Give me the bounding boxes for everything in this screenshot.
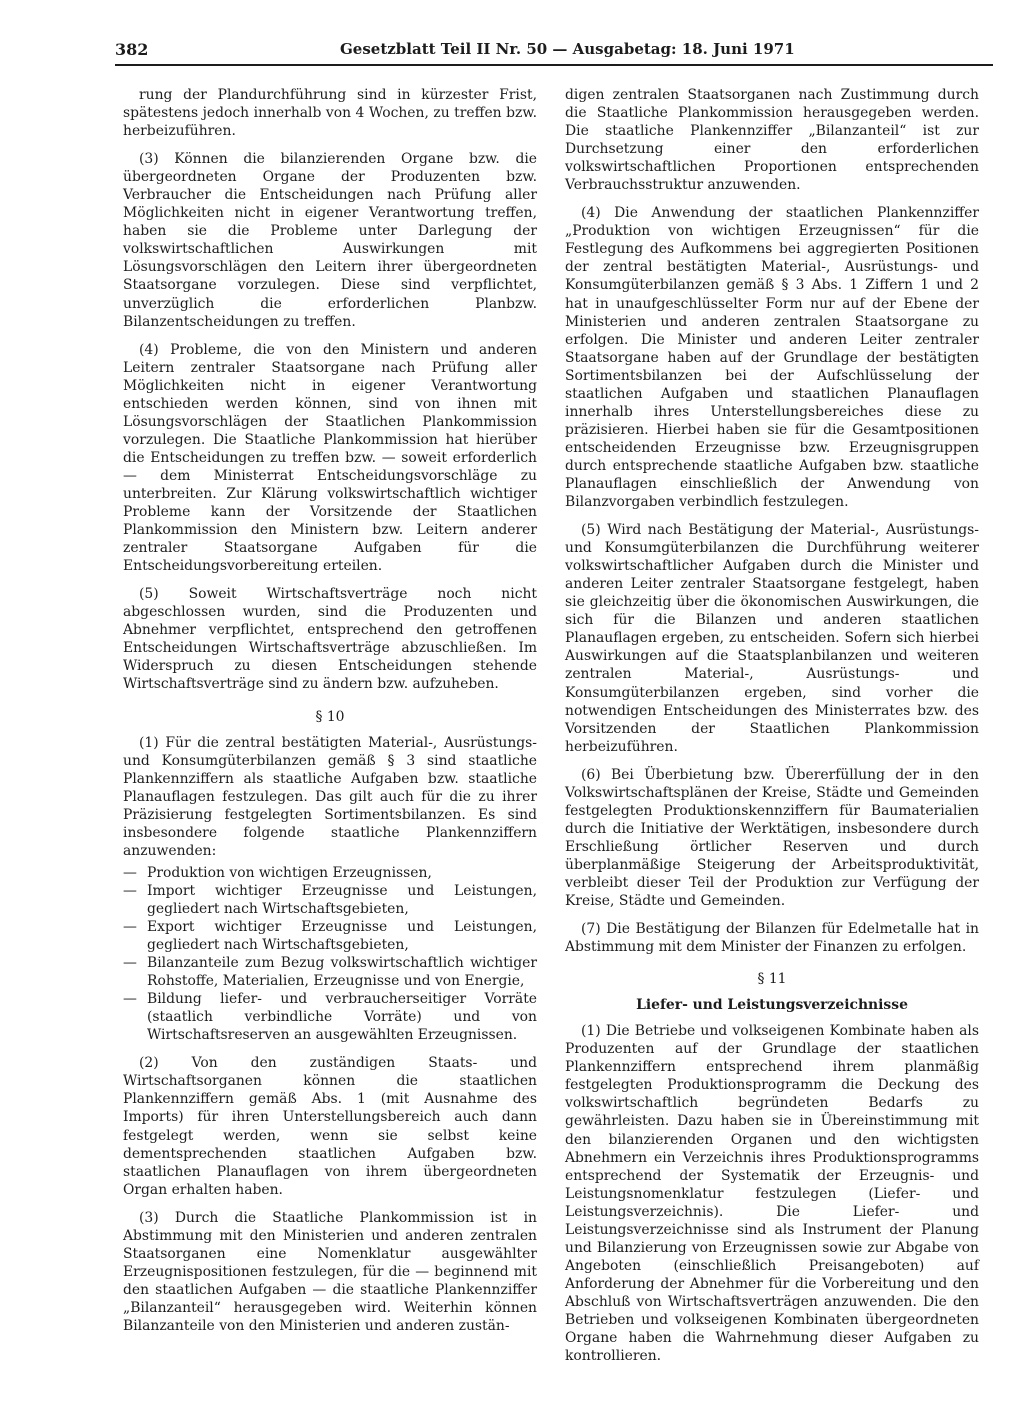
section-heading-11: § 11 xyxy=(757,971,787,988)
paragraph-4: (4) Probleme, die von den Ministern und anderen Leitern zentraler Staatsorgane nach Prüfung aller Möglichkeiten nicht in eigener Verantwortung entschieden werden können, sind von ihnen mit Lösungsvorschlägen der Staatlichen Plankommission vorzulegen. Die Staatliche Plankommission hat hierüber die Entscheidungen zu treffen bzw. — soweit erforderlich — dem Ministerrat Entscheidungsvorschläge zu unterbreiten. Zur Klärung volkswirtschaftlich wichtiger Probleme kann der Vorsitzende der Staatlichen Plankommission den Ministern bzw. Leitern anderer zentraler Staatsorgane Aufgaben für die Entscheidungsvorbereitung erteilen. xyxy=(123,341,537,575)
paragraph-5: (5) Wird nach Bestätigung der Material-, Ausrüstungs- und Konsumgüterbilanzen die Durchführung weiterer volkswirtschaftlicher Aufgaben durch die Minister und anderen Leiter zentraler Staatsorgane festgelegt, haben sie gleichzeitig über die ökonomischen Auswirkungen, die sich für die Bilanzen und anderen staatlichen Planauflagen ergeben, zu entscheiden. Sofern sich hierbei Auswirkungen auf die Staatsplanbilanzen und weiteren zentralen Material-, Ausrüstungs- und Konsumgüterbilanzen ergeben, sind vorher die notwendigen Entscheidungen des Ministerrates bzw. des Vorsitzenden der Staatlichen Plankommission herbeizuführen. xyxy=(565,522,979,755)
header-rule xyxy=(115,64,993,66)
continued-paragraph: digen zentralen Staatsorganen nach Zustimmung durch die Staatliche Plankommission herausgegeben werden. Die staatliche Plankennziffer „Bilanzanteil“ ist zur Durchsetzung einer den erforderlichen volkswirtschaftlichen Proportionen entsprechenden Verbrauchsstruktur anzuwenden. xyxy=(565,87,979,194)
left-column xyxy=(123,86,537,1345)
section-heading-10: § 10 xyxy=(315,708,345,725)
paragraph-5: (5) Soweit Wirtschaftsverträge noch nicht abgeschlossen wurden, sind die Produzenten und Abnehmer verpflichtet, entsprechend den getroffenen Entscheidungen Wirtschaftsverträge abzuschließen. Im Widerspruch zu diesen Entscheidungen stehende Wirtschaftsverträge sind zu ändern bzw. aufzuheben. xyxy=(123,586,537,693)
section-10-paragraph-2: (2) Von den zuständigen Staats- und Wirtschaftsorganen können die staatlichen Plankennziffern gemäß Abs. 1 (mit Ausnahme des Imports) für ihren Unterstellungsbereich auch dann festgelegt werden, wenn sie selbst keine dementsprechenden staatlichen Aufgaben bzw. staatlichen Planauflagen von ihrem übergeordneten Organ erhalten haben. xyxy=(123,1055,537,1198)
list-item: — Produktion von wichtigen Erzeugnissen, xyxy=(123,864,537,882)
list-item: — Import wichtiger Erzeugnisse und Leistungen, gegliedert nach Wirtschaftsgebieten, xyxy=(123,882,537,918)
section-10-paragraph-1: (1) Für die zentral bestätigten Material-, Ausrüstungs- und Konsumgüterbilanzen gemäß § 3 sind staatliche Plankennziffern als staatliche Aufgaben bzw. staatliche Planauflagen festzulegen. Das gilt auch für die zu ihrer Präzisierung festgelegten Sortimentsbilanzen. Es sind insbesondere folgende staatliche Plankennziffern anzuwenden: xyxy=(123,734,537,859)
section-11-title: Liefer- und Leistungsverzeichnisse xyxy=(636,997,908,1014)
paragraph-7: (7) Die Bestätigung der Bilanzen für Edelmetalle hat in Abstimmung mit dem Minister der Finanzen zu erfolgen. xyxy=(565,921,979,956)
paragraph-3: (3) Können die bilanzierenden Organe bzw. die übergeordneten Organe der Produzenten bzw. Verbraucher die Entscheidungen nach Prüfung aller Möglichkeiten nicht in eigener Verantwortung treffen, haben sie die Probleme unter Darlegung der volkswirtschaftlichen Auswirkungen mit Lösungsvorschlägen den Leitern ihrer übergeordneten Staatsorgane vorzulegen. Diese sind verpflichtet, unverzüglich die erforderlichen Planbzw. Bilanzentscheidungen zu treffen. xyxy=(123,151,537,330)
page-number: 382 xyxy=(115,40,149,59)
right-column xyxy=(565,86,979,1375)
list-item: — Bilanzanteile zum Bezug volkswirtschaftlich wichtiger Rohstoffe, Materialien, Erzeugnisse und von Energie, xyxy=(123,954,537,990)
continued-paragraph: rung der Plandurchführung sind in kürzester Frist, spätestens jedoch innerhalb von 4 Wochen, zu treffen bzw. herbeizuführen. xyxy=(123,87,537,140)
paragraph-6: (6) Bei Überbietung bzw. Übererfüllung der in den Volkswirtschaftsplänen der Kreise, Städte und Gemeinden festgelegten Produktionskennziffern für Baumaterialien durch die Initiative der Werktätigen, insbesondere durch Erschließung örtlicher Reserven und durch überplanmäßige Steigerung der Arbeitsproduktivität, verbleibt dieser Teil der Produktion zur Verfügung der Kreise, Städte und Gemeinden. xyxy=(565,766,979,910)
section-10-paragraph-3: (3) Durch die Staatliche Plankommission ist in Abstimmung mit den Ministerien und anderen zentralen Staatsorganen eine Nomenklatur ausgewählter Erzeugnispositionen festzulegen, für die — beginnend mit den staatlichen Aufgaben — die staatliche Plankennziffer „Bilanzanteil“ herausgegeben wird. Weiterhin können Bilanzanteile von den Ministerien und anderen zustän- xyxy=(123,1209,537,1334)
paragraph-4: (4) Die Anwendung der staatlichen Plankennziffer „Produktion von wichtigen Erzeugnissen“ für die Festlegung des Aufkommens bei aggregierten Positionen der zentral bestätigten Material-, Ausrüstungs- und Konsumgüterbilanzen gemäß § 3 Abs. 1 Ziffern 1 und 2 hat in unaufgeschlüsselter Form nur auf der Ebene der Ministerien und anderen zentralen Staatsorgane zu erfolgen. Die Minister und anderen Leiter zentraler Staatsorgane haben auf der Grundlage der bestätigten Sortimentsbilanzen bei der Aufschlüsselung der staatlichen Aufgaben und staatlichen Planauflagen innerhalb ihres Unterstellungsbereiches diese zu präzisieren. Hierbei haben sie für die Gesamtpositionen entscheidenden Erzeugnisse bzw. Erzeugnisgruppen durch entsprechende staatliche Aufgaben bzw. staatliche Planauflagen einschließlich der Anwendung von Bilanzvorgaben verbindlich festzulegen. xyxy=(565,205,979,511)
list-item: — Export wichtiger Erzeugnisse und Leistungen, gegliedert nach Wirtschaftsgebieten, xyxy=(123,918,537,954)
plankennziffer-list xyxy=(123,864,537,1044)
section-11-paragraph-1: (1) Die Betriebe und volkseigenen Kombinate haben als Produzenten auf der Grundlage der staatlichen Plankennziffern entsprechend ihrem planmäßig festgelegten Produktionsprogramm die Deckung des volkswirtschaftlich begründeten Bedarfs zu gewährleisten. Dazu haben sie in Übereinstimmung mit den bilanzierenden Organen und den wichtigsten Abnehmern ein Verzeichnis ihres Produktionsprogramms entsprechend der Systematik der Erzeugnis- und Leistungsnomenklatur festzulegen (Liefer- und Leistungsverzeichnis). Die Liefer- und Leistungsverzeichnisse sind als Instrument der Planung und Bilanzierung von Erzeugnissen sowie zur Abgabe von Angeboten (einschließlich Preisangeboten) auf Anforderung der Abnehmer für die Vorbereitung und den Abschluß von Wirtschaftsverträgen anzuwenden. Die den Betrieben und volkseigenen Kombinaten übergeordneten Organe haben die Wahrnehmung dieser Aufgaben zu kontrollieren. xyxy=(565,1023,979,1365)
running-title: Gesetzblatt Teil II Nr. 50 — Ausgabetag: 18. Juni 1971 xyxy=(340,40,795,58)
list-item: — Bildung liefer- und verbraucherseitiger Vorräte (staatlich verbindliche Vorräte) und von Wirtschaftsreserven an ausgewählten Erzeugnissen. xyxy=(123,990,537,1044)
